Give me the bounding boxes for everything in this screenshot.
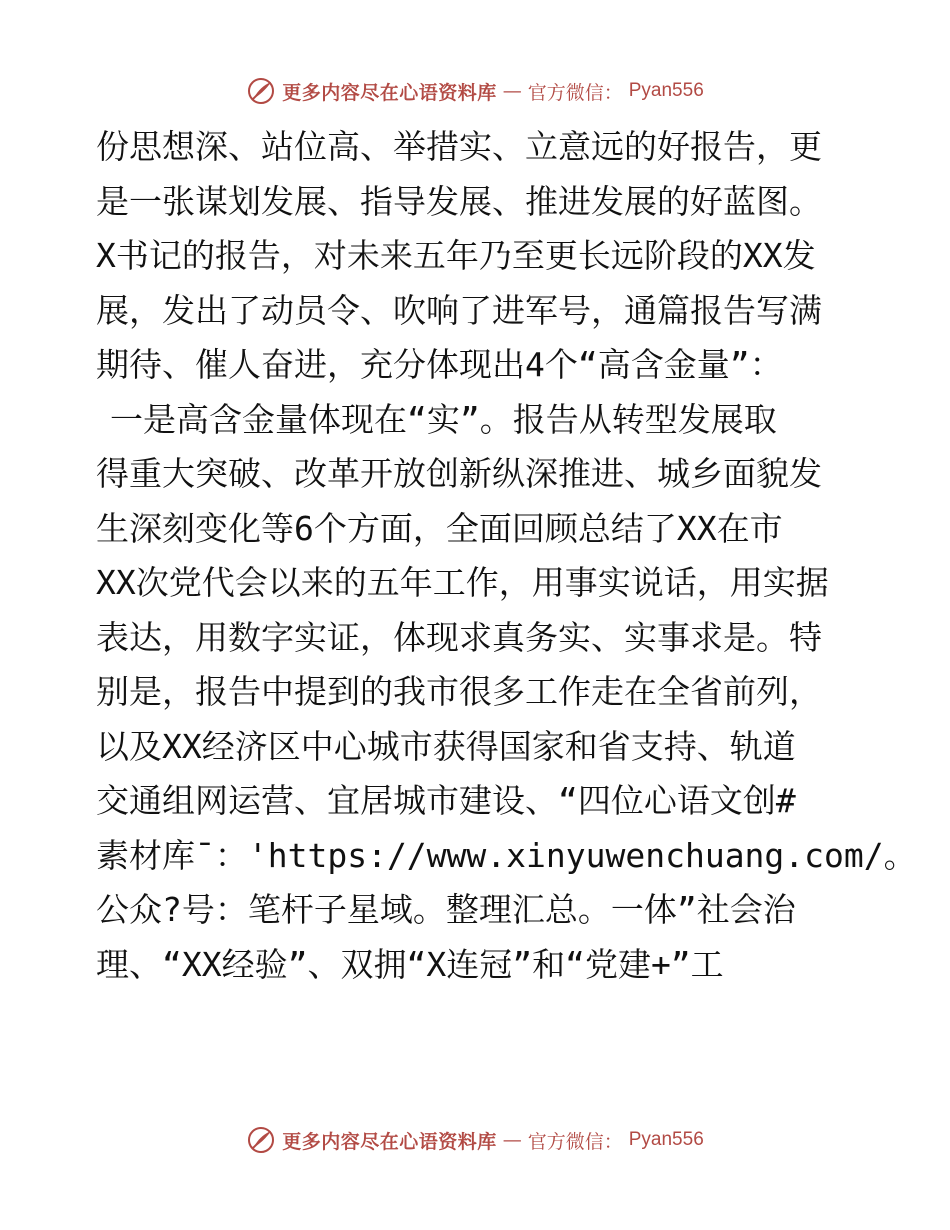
text-line: 展，发出了动员令、吹响了进军号，通篇报告写满: [96, 290, 822, 330]
banner-wechat-label: 官方微信：: [527, 1130, 623, 1153]
text-line: X书记的报告，对未来五年乃至更长远阶段的XX发: [96, 236, 816, 275]
banner-separator: —: [502, 80, 522, 102]
text-line: 素材库¯：'https://www.xinyuwenchuang.com/。: [96, 835, 917, 875]
feather-pen-logo-icon: [246, 1125, 276, 1155]
paragraph-start-line: 一是高含金量体现在“实”。报告从转型发展取: [110, 399, 777, 439]
banner-separator: —: [502, 1129, 522, 1151]
text-line: 交通组网运营、宜居城市建设、“四位心语文创#: [96, 781, 796, 820]
feather-pen-logo-icon: [246, 76, 276, 106]
text-line: 表达，用数字实证，体现求真务实、实事求是。特: [96, 617, 822, 657]
banner-wechat-label: 官方微信：: [527, 81, 623, 104]
text-line: 份思想深、站位高、举措实、立意远的好报告，更: [96, 127, 822, 166]
text-line: 是一张谋划发展、指导发展、推进发展的好蓝图。: [96, 181, 822, 221]
banner-wechat-id: Pyan556: [628, 80, 704, 101]
text-line: 理、“XX经验”、双拥“X连冠”和“党建+”工: [96, 944, 724, 984]
text-line: 期待、催人奋进，充分体现出4个“高含金量”：: [96, 345, 783, 384]
text-line: 以及XX经济区中心城市获得国家和省支持、轨道: [96, 726, 796, 766]
banner-slogan: 更多内容尽在心语资料库: [282, 1130, 497, 1153]
text-line: 得重大突破、改革开放创新纵深推进、城乡面貌发: [96, 454, 822, 493]
text-line: 生深刻变化等6个方面，全面回顾总结了XX在市: [96, 508, 783, 548]
text-line: 公众?号：笔杆子星域。整理汇总。一体”社会治: [96, 890, 796, 929]
text-line: 别是，报告中提到的我市很多工作走在全省前列，: [96, 672, 822, 711]
banner-slogan: 更多内容尽在心语资料库: [282, 81, 497, 104]
document-body: [96, 120, 917, 992]
banner-wechat-id: Pyan556: [628, 1129, 704, 1150]
text-line: XX次党代会以来的五年工作，用事实说话，用实据: [96, 563, 829, 602]
header-banner: [0, 74, 950, 108]
footer-banner: [0, 1123, 950, 1157]
